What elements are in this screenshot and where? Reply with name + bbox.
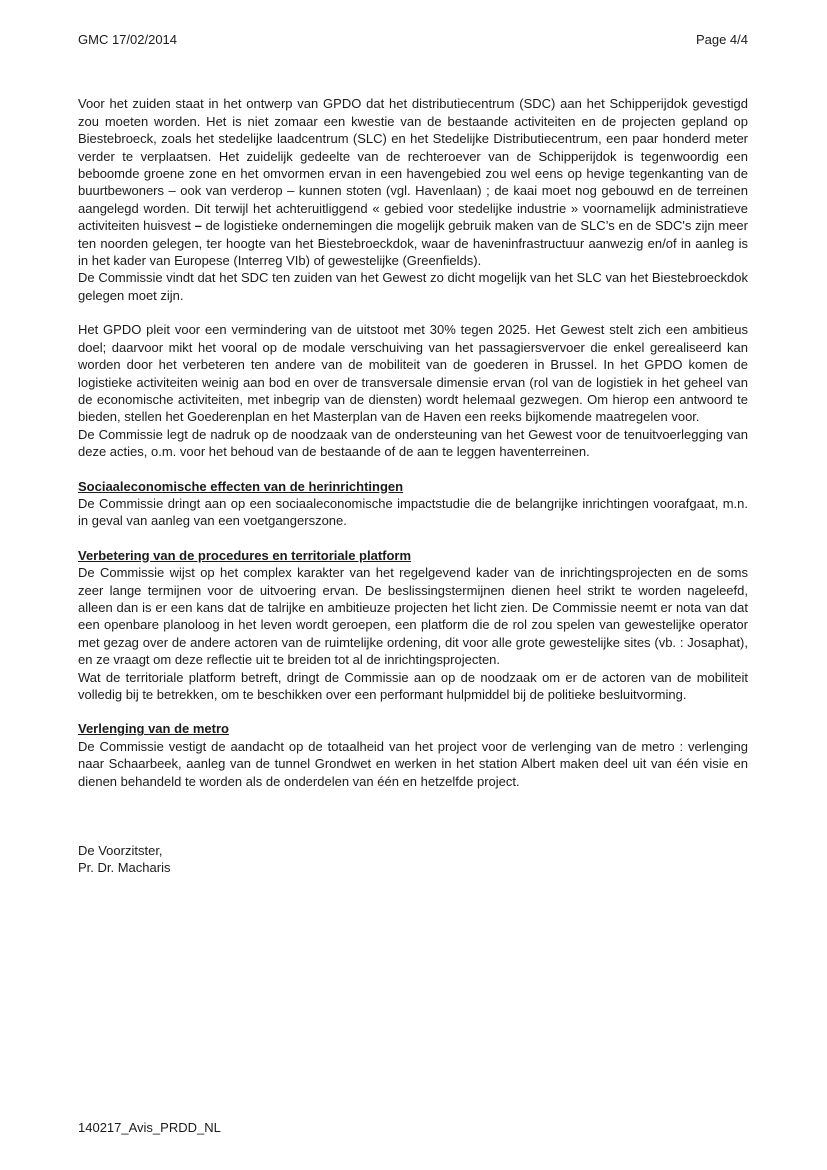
section-metro — [78, 720, 748, 790]
intro-block — [78, 95, 748, 304]
paragraph-text: Voor het zuiden staat in het ontwerp van GPDO dat het distributiecentrum (SDC) aan het Schipperijdok gevestigd zou moeten worden. Het is niet zomaar een kwestie van de bestaande activiteiten en de projecten gepland op Biestebroeck, zoals het stedelijke laadcentrum (SLC) en het Stedelijke Distributiecentrum, een paar honderd meter verder te verplaatsen. Het zuidelijk gedeelte van de rechteroever van de Schipperijdok is tegenwoordig een beboomde groene zone en het omvormen ervan in een havengebied zou wel eens op hevige tegenkanting van de buurtbewoners – ook van verderop – kunnen stoten (vgl. Havenlaan) ; de kaai moet nog gebouwd en de terreinen aangelegd worden. Dit terwijl het achteruitliggend « gebied voor stedelijke industrie » voornamelijk administratieve activiteiten huisvest — [78, 96, 748, 234]
bold-dash: – — [194, 218, 202, 234]
section-heading: Verlenging van de metro — [78, 721, 229, 737]
footer-filename: 140217_Avis_PRDD_NL — [78, 1120, 221, 1135]
paragraph: De Commissie dringt aan op een sociaaleconomische impactstudie die de belangrijke inrichtingen voorafgaat, m.n. in geval van aanleg van een voetgangerszone. — [78, 495, 748, 529]
section-heading: Sociaaleconomische effecten van de herinrichtingen — [78, 478, 404, 494]
section-procedures — [78, 547, 748, 704]
paragraph-intro-2: De Commissie vindt dat het SDC ten zuiden van het Gewest zo dicht mogelijk van het SLC van het Biestebroeckdok gelegen moet zijn. — [78, 270, 748, 303]
paragraph-gpdo-2: De Commissie legt de nadruk op de noodzaak van de ondersteuning van het Gewest voor de tenuitvoerlegging van deze acties, o.m. voor het behoud van de bestaande of de aan te leggen haventerreinen. — [78, 426, 748, 460]
section-heading: Verbetering van de procedures en territoriale platform — [78, 547, 412, 563]
paragraph-intro-1 — [78, 95, 748, 269]
paragraph-gpdo-1: Het GPDO pleit voor een vermindering van de uitstoot met 30% tegen 2025. Het Gewest stelt zich een ambitieus doel; daarvoor mikt het vooral op de modale verschuiving van het passagiersvervoer die enkel gerealiseerd kan worden door het verbeteren ten andere van de mobiliteit van de goederen in Brussel. In het GPDO komen de logistieke activiteiten weinig aan bod en over de transversale dimensie ervan (rol van de logistiek in het geheel van de economische activiteiten, met inbegrip van de diensten) wordt helemaal gezwegen. Om hierop een antwoord te bieden, stellen het Goederenplan en het Masterplan van de Haven een reeks bijkomende maatregelen voor. — [78, 322, 748, 425]
paragraph: Wat de territoriale platform betreft, dringt de Commissie aan op de noodzaak om er de actoren van de mobiliteit volledig bij te betrekken, om te beschikken over een performant hulpmiddel bij de politieke besluitvorming. — [78, 669, 748, 702]
section-socioeconomic — [78, 478, 748, 530]
paragraph-text: de logistieke ondernemingen die mogelijk gebruik maken van de SLC’s en de SDC's zijn meer ten noorden gelegen, ter hoogte van het Biestebroeckdok, waar de haveninfrastructuur aanwezig en/of in aanleg is in het kader van Europese (Interreg VIb) of gewestelijke (Greenfields). — [78, 218, 748, 269]
signature-title: De Voorzitster, — [78, 843, 163, 859]
document-body — [78, 95, 748, 876]
signature-name: Pr. Dr. Macharis — [78, 860, 171, 876]
header-document-ref: GMC 17/02/2014 — [78, 32, 178, 47]
header-page-number: Page 4/4 — [695, 32, 748, 47]
paragraph: De Commissie vestigt de aandacht op de totaalheid van het project voor de verlenging van de metro : verlenging naar Schaarbeek, aanleg van de tunnel Grondwet en werken in het station Albert maken deel uit van één visie en dienen behandeld te worden als de onderdelen van één en hetzelfde project. — [78, 738, 748, 789]
paragraph: De Commissie wijst op het complex karakter van het regelgevend kader van de inrichtingsprojecten en de soms zeer lange termijnen voor de uitvoering ervan. De beslissingstermijnen dienen heel strikt te worden nageleefd, alleen dan is er een kans dat de talrijke en ambitieuze projecten het licht zien. De Commissie neemt er nota van dat een openbare planoloog in het leven wordt geroepen, een platform die de rol zou spelen van gewestelijke operator met gezag over de andere actoren van de ruimtelijke ordening, dit voor alle grote gewestelijke sites (vb. : Josaphat), en ze vraagt om deze reflectie uit te breiden tot al de inrichtingsprojecten. — [78, 565, 748, 668]
gpdo-block — [78, 321, 748, 460]
signature-block — [78, 842, 748, 877]
page-header — [78, 31, 748, 48]
page-footer — [78, 1119, 221, 1136]
